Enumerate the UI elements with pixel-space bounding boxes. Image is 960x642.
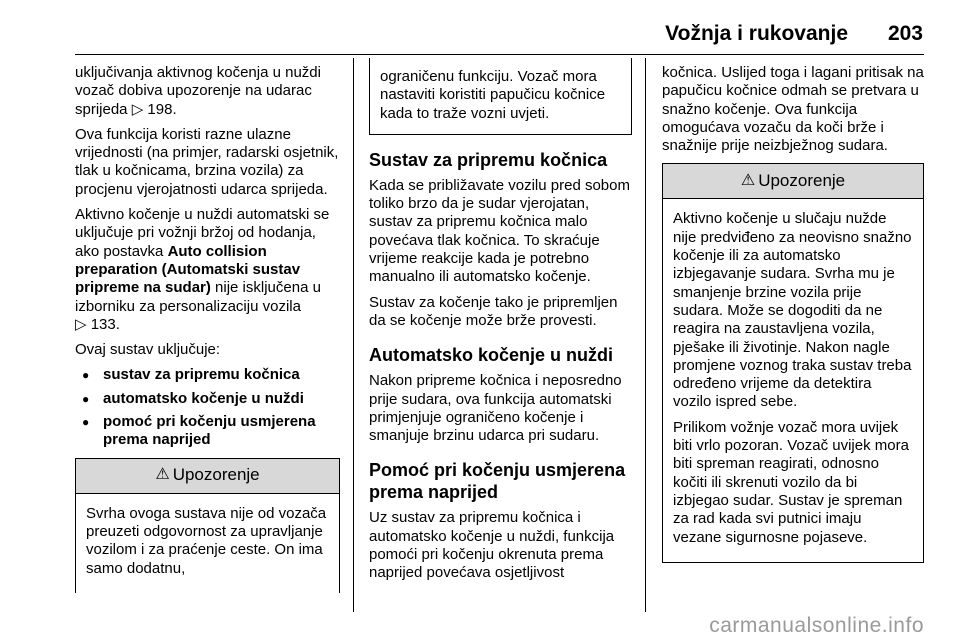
warning-header: ⚠ Upozorenje <box>663 164 923 199</box>
column-divider-2 <box>645 58 646 612</box>
paragraph: Nakon pripreme kočnica i neposredno prije sudara, ova funkcija automatski primjenjuje ograničeno kočenje i smanjuje brzinu udarca pri sudaru. <box>369 372 622 445</box>
section-heading: Pomoć pri kočenju usmjerena prema naprijed <box>369 460 626 503</box>
warning-triangle-icon: ⚠ <box>740 172 756 190</box>
paragraph: Ovaj sustav uključuje: <box>75 341 221 359</box>
section-heading: Sustav za pripremu kočnica <box>369 149 608 170</box>
column-1 <box>75 64 340 593</box>
watermark: carmanualsonline.info <box>709 614 924 637</box>
warning-box <box>75 458 340 593</box>
warning-body: Aktivno kočenje u slučaju nužde nije predviđeno za neovisno snažno kočenje ili za automatsko izbjegavanje sudara. Svrha mu je smanjenje brzine vozila prije sudara. Može se dogoditi da ne reagira na zaustavljena vozila, pješake ili životinje. Nakon nagle promjene voznog traka sustav treba određeno vrijeme da detektira vozilo ispred sebe. Prilikom vožnje vozač mora uvijek biti vrlo pozoran. Vozač uvijek mora biti spreman reagirati, odnosno kočiti ili skrenuti vozilo da bi izbjegao sudar. Sustav je spreman za rad kada svi putnici imaju vezane sigurnosne pojaseve. <box>673 210 912 546</box>
section-heading: Automatsko kočenje u nuždi <box>369 345 614 366</box>
paragraph: Uz sustav za pripremu kočnica i automatsko kočenje u nuždi, funkcija pomoći pri kočenju okrenuta prema naprijed povećava osjetljivost <box>369 509 615 582</box>
setting-name: Auto collision preparation (Automatski sustav pripreme na sudar) <box>75 242 301 297</box>
warning-box <box>662 163 924 562</box>
feature-list <box>75 366 340 449</box>
triangle-right-icon: ▷ <box>131 100 144 118</box>
warning-body: ograničenu funkciju. Vozač mora nastaviti koristiti papučicu kočnice kada to traže vozni uvjeti. <box>380 68 606 122</box>
column-2 <box>369 58 632 590</box>
warning-header: ⚠ Upozorenje <box>76 459 339 494</box>
paragraph: Sustav za kočenje tako je pripremljen da se kočenje može brže provesti. <box>369 293 618 329</box>
column-divider-1 <box>353 58 354 612</box>
column-3 <box>662 64 924 563</box>
list-item: ● pomoć pri kočenju usmjerena prema naprijed <box>75 413 340 450</box>
header-divider <box>75 54 924 55</box>
paragraph: Kada se približavate vozilu pred sobom toliko brzo da je sudar vjerojatan, sustav za pripremu kočnica malo povećava tlak kočnica. To skraćuje vrijeme reakcije kada je potrebno manualno ili automatsko kočenje. <box>369 176 630 286</box>
paragraph: kočnica. Uslijed toga i lagani pritisak na papučicu kočnice odmah se pretvara u snažno kočenje. Ova funkcija omogućava vozaču da koči brže i snažnije prije neizbježnog sudara. <box>662 64 924 155</box>
list-item: ● sustav za pripremu kočnica <box>75 366 340 384</box>
paragraph: Ova funkcija koristi razne ulazne vrijednosti (na primjer, radarski osjetnik, tlak u kočnicama, brzina vozila) za procjenu vjerojatnosti udarca sprijeda. <box>75 125 339 198</box>
page-header <box>0 0 960 58</box>
warning-body: Svrha ovoga sustava nije od vozača preuzeti odgovornost za upravljanje vozilom i za praćenje ceste. On ima samo dodatnu, <box>86 504 327 577</box>
page-number: 203 <box>887 22 923 45</box>
list-item: ● automatsko kočenje u nuždi <box>75 390 340 408</box>
warning-triangle-icon: ⚠ <box>155 466 170 484</box>
paragraph: uključivanja aktivnog kočenja u nuždi vozač dobiva upozorenje na udarac sprijeda ▷ 198. <box>75 64 321 118</box>
triangle-right-icon: ▷ <box>75 315 87 333</box>
warning-box-continued <box>369 58 632 135</box>
paragraph: Aktivno kočenje u nuždi automatski se uključuje pri vožnji bržoj od hodanja, ako postavka Auto collision preparation (Automatski sustav pripreme na sudar) nije isključena u izborniku za personalizaciju vozila ▷ 133. <box>75 206 330 333</box>
section-title: Vožnja i rukovanje <box>665 22 848 45</box>
